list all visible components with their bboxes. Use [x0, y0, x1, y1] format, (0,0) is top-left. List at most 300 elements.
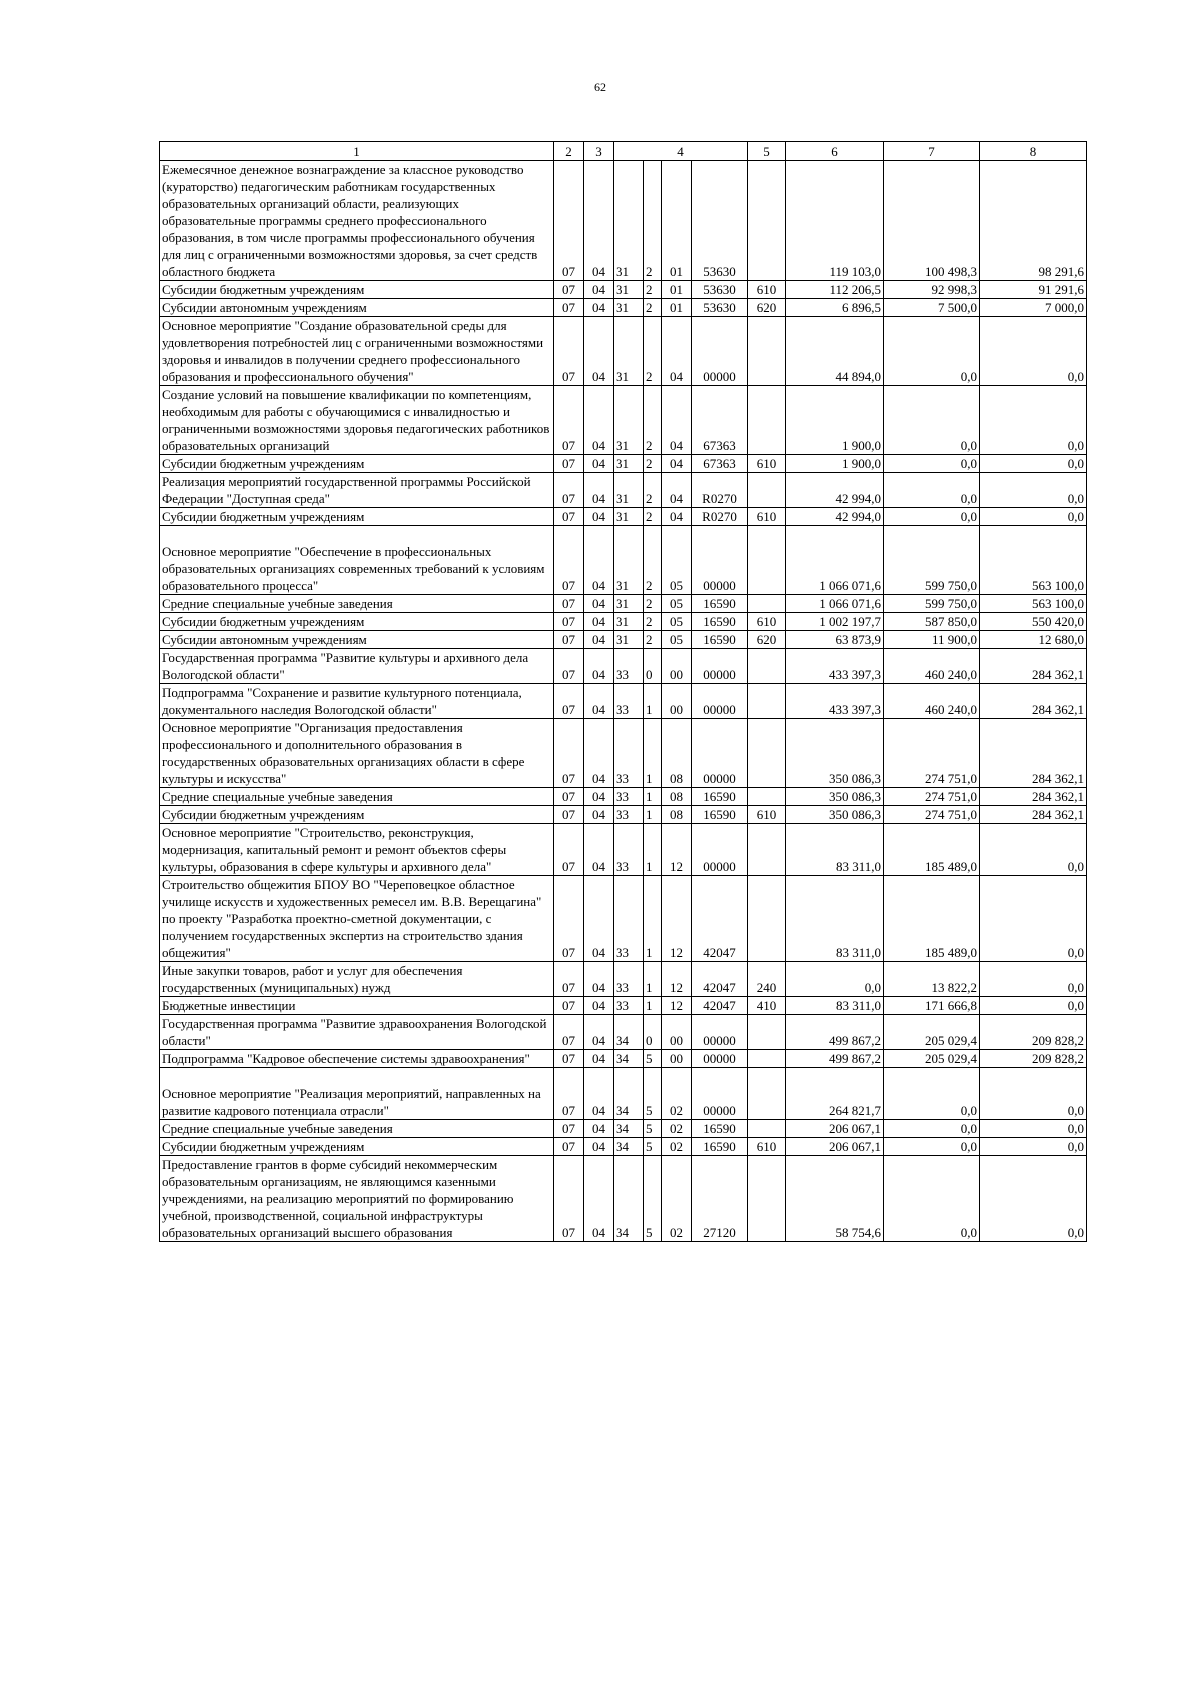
- row-name-cell: Субсидии бюджетным учреждениям: [160, 281, 554, 299]
- expense-type-cell: [748, 1015, 786, 1050]
- subsection-code-cell: 04: [584, 595, 614, 613]
- subprogram-code-cell: 2: [644, 281, 662, 299]
- row-name-cell: Строительство общежития БПОУ ВО "Череповецкое областное училище искусств и художественных ремесел им. В.В. Верещагина" по проекту "Разработка проектно-сметной документации, с получением государственных экспертиз на строительство здания общежития": [160, 876, 554, 962]
- expense-type-cell: [748, 473, 786, 508]
- table-row: [160, 473, 1087, 508]
- amount-col6-cell: 264 821,7: [786, 1068, 884, 1120]
- event-code-cell: 05: [662, 526, 692, 595]
- subsection-code-cell: 04: [584, 508, 614, 526]
- header-cell: 7: [884, 142, 980, 161]
- amount-col7-cell: 11 900,0: [884, 631, 980, 649]
- row-name-cell: Субсидии бюджетным учреждениям: [160, 455, 554, 473]
- section-code-cell: 07: [554, 508, 584, 526]
- header-row: [160, 142, 1087, 161]
- expense-type-cell: 410: [748, 997, 786, 1015]
- amount-col7-cell: 599 750,0: [884, 595, 980, 613]
- amount-col8-cell: 550 420,0: [980, 613, 1087, 631]
- subprogram-code-cell: 1: [644, 719, 662, 788]
- event-code-cell: 08: [662, 788, 692, 806]
- subsection-code-cell: 04: [584, 1138, 614, 1156]
- subsection-code-cell: 04: [584, 455, 614, 473]
- amount-col8-cell: 12 680,0: [980, 631, 1087, 649]
- amount-col8-cell: 0,0: [980, 1156, 1087, 1242]
- program-code-cell: 34: [614, 1138, 644, 1156]
- amount-col6-cell: 6 896,5: [786, 299, 884, 317]
- subsection-code-cell: 04: [584, 281, 614, 299]
- program-code-cell: 31: [614, 631, 644, 649]
- subsection-code-cell: 04: [584, 649, 614, 684]
- subprogram-code-cell: 5: [644, 1156, 662, 1242]
- amount-col7-cell: 205 029,4: [884, 1015, 980, 1050]
- direction-code-cell: 16590: [692, 1120, 748, 1138]
- amount-col6-cell: 433 397,3: [786, 649, 884, 684]
- direction-code-cell: 53630: [692, 299, 748, 317]
- row-name-cell: Средние специальные учебные заведения: [160, 1120, 554, 1138]
- section-code-cell: 07: [554, 719, 584, 788]
- expense-type-cell: [748, 684, 786, 719]
- row-name-cell: Подпрограмма "Кадровое обеспечение системы здравоохранения": [160, 1050, 554, 1068]
- event-code-cell: 02: [662, 1120, 692, 1138]
- amount-col6-cell: 112 206,5: [786, 281, 884, 299]
- program-code-cell: 31: [614, 508, 644, 526]
- table-row: [160, 824, 1087, 876]
- amount-col8-cell: 0,0: [980, 386, 1087, 455]
- expense-type-cell: [748, 1050, 786, 1068]
- table-row: [160, 631, 1087, 649]
- row-name-cell: Субсидии автономным учреждениям: [160, 631, 554, 649]
- event-code-cell: 12: [662, 824, 692, 876]
- row-name-cell: Предоставление грантов в форме субсидий некоммерческим образовательным организациям, не являющимся казенными учреждениями, на реализацию мероприятий по формированию учебной, производственной, социальной инфраструктуры образовательных организаций высшего образования: [160, 1156, 554, 1242]
- direction-code-cell: 27120: [692, 1156, 748, 1242]
- direction-code-cell: R0270: [692, 508, 748, 526]
- amount-col6-cell: 1 002 197,7: [786, 613, 884, 631]
- expense-type-cell: [748, 824, 786, 876]
- program-code-cell: 34: [614, 1015, 644, 1050]
- subprogram-code-cell: 1: [644, 806, 662, 824]
- expense-type-cell: 610: [748, 508, 786, 526]
- row-name-cell: Средние специальные учебные заведения: [160, 788, 554, 806]
- section-code-cell: 07: [554, 788, 584, 806]
- amount-col6-cell: 42 994,0: [786, 508, 884, 526]
- expense-type-cell: [748, 1068, 786, 1120]
- direction-code-cell: 53630: [692, 161, 748, 281]
- direction-code-cell: 67363: [692, 386, 748, 455]
- direction-code-cell: 00000: [692, 1050, 748, 1068]
- subprogram-code-cell: 2: [644, 526, 662, 595]
- section-code-cell: 07: [554, 684, 584, 719]
- event-code-cell: 04: [662, 508, 692, 526]
- amount-col8-cell: 0,0: [980, 1068, 1087, 1120]
- amount-col6-cell: 44 894,0: [786, 317, 884, 386]
- section-code-cell: 07: [554, 1015, 584, 1050]
- amount-col6-cell: 433 397,3: [786, 684, 884, 719]
- event-code-cell: 02: [662, 1156, 692, 1242]
- table-row: [160, 281, 1087, 299]
- expense-type-cell: [748, 719, 786, 788]
- expense-type-cell: [748, 526, 786, 595]
- table-row: [160, 161, 1087, 281]
- header-cell: 6: [786, 142, 884, 161]
- row-name-cell: Реализация мероприятий государственной программы Российской Федерации "Доступная среда": [160, 473, 554, 508]
- amount-col8-cell: 0,0: [980, 997, 1087, 1015]
- subsection-code-cell: 04: [584, 473, 614, 508]
- expense-type-cell: [748, 161, 786, 281]
- subsection-code-cell: 04: [584, 1050, 614, 1068]
- row-name-cell: Основное мероприятие "Обеспечение в профессиональных образовательных организациях современных требований к условиям образовательного процесса": [160, 526, 554, 595]
- expense-type-cell: 240: [748, 962, 786, 997]
- row-name-cell: Основное мероприятие "Реализация мероприятий, направленных на развитие кадрового потенциала отрасли": [160, 1068, 554, 1120]
- amount-col8-cell: 563 100,0: [980, 526, 1087, 595]
- event-code-cell: 08: [662, 719, 692, 788]
- direction-code-cell: 42047: [692, 997, 748, 1015]
- amount-col6-cell: 63 873,9: [786, 631, 884, 649]
- amount-col7-cell: 0,0: [884, 1156, 980, 1242]
- amount-col7-cell: 0,0: [884, 1068, 980, 1120]
- amount-col8-cell: 284 362,1: [980, 649, 1087, 684]
- subprogram-code-cell: 2: [644, 299, 662, 317]
- section-code-cell: 07: [554, 386, 584, 455]
- program-code-cell: 33: [614, 876, 644, 962]
- event-code-cell: 12: [662, 962, 692, 997]
- table-row: [160, 613, 1087, 631]
- amount-col7-cell: 0,0: [884, 473, 980, 508]
- row-name-cell: Бюджетные инвестиции: [160, 997, 554, 1015]
- section-code-cell: 07: [554, 1068, 584, 1120]
- table-row: [160, 876, 1087, 962]
- subsection-code-cell: 04: [584, 161, 614, 281]
- program-code-cell: 34: [614, 1156, 644, 1242]
- section-code-cell: 07: [554, 317, 584, 386]
- direction-code-cell: 42047: [692, 876, 748, 962]
- amount-col8-cell: 209 828,2: [980, 1015, 1087, 1050]
- table-row: [160, 997, 1087, 1015]
- amount-col8-cell: 0,0: [980, 508, 1087, 526]
- amount-col7-cell: 599 750,0: [884, 526, 980, 595]
- section-code-cell: 07: [554, 962, 584, 997]
- event-code-cell: 02: [662, 1068, 692, 1120]
- subsection-code-cell: 04: [584, 386, 614, 455]
- header-cell: 3: [584, 142, 614, 161]
- subsection-code-cell: 04: [584, 684, 614, 719]
- expense-type-cell: 610: [748, 806, 786, 824]
- event-code-cell: 00: [662, 684, 692, 719]
- amount-col7-cell: 100 498,3: [884, 161, 980, 281]
- event-code-cell: 05: [662, 595, 692, 613]
- subprogram-code-cell: 1: [644, 876, 662, 962]
- subprogram-code-cell: 2: [644, 595, 662, 613]
- expense-type-cell: 620: [748, 631, 786, 649]
- direction-code-cell: 67363: [692, 455, 748, 473]
- event-code-cell: 01: [662, 299, 692, 317]
- subprogram-code-cell: 5: [644, 1050, 662, 1068]
- direction-code-cell: 00000: [692, 317, 748, 386]
- subsection-code-cell: 04: [584, 526, 614, 595]
- subprogram-code-cell: 1: [644, 824, 662, 876]
- amount-col8-cell: 91 291,6: [980, 281, 1087, 299]
- table-row: [160, 455, 1087, 473]
- section-code-cell: 07: [554, 1156, 584, 1242]
- program-code-cell: 33: [614, 962, 644, 997]
- section-code-cell: 07: [554, 1138, 584, 1156]
- program-code-cell: 31: [614, 595, 644, 613]
- section-code-cell: 07: [554, 806, 584, 824]
- amount-col7-cell: 274 751,0: [884, 806, 980, 824]
- row-name-cell: Основное мероприятие "Строительство, реконструкция, модернизация, капитальный ремонт и ремонт объектов сферы культуры, образования в сфере культуры и архивного дела": [160, 824, 554, 876]
- amount-col6-cell: 1 066 071,6: [786, 595, 884, 613]
- direction-code-cell: 53630: [692, 281, 748, 299]
- event-code-cell: 01: [662, 161, 692, 281]
- amount-col8-cell: 0,0: [980, 962, 1087, 997]
- direction-code-cell: 00000: [692, 824, 748, 876]
- section-code-cell: 07: [554, 997, 584, 1015]
- subprogram-code-cell: 2: [644, 161, 662, 281]
- program-code-cell: 33: [614, 719, 644, 788]
- subsection-code-cell: 04: [584, 631, 614, 649]
- subsection-code-cell: 04: [584, 806, 614, 824]
- direction-code-cell: 00000: [692, 649, 748, 684]
- program-code-cell: 33: [614, 649, 644, 684]
- header-cell: 1: [160, 142, 554, 161]
- amount-col7-cell: 0,0: [884, 455, 980, 473]
- amount-col6-cell: 58 754,6: [786, 1156, 884, 1242]
- table-row: [160, 526, 1087, 595]
- amount-col7-cell: 274 751,0: [884, 788, 980, 806]
- subsection-code-cell: 04: [584, 1015, 614, 1050]
- subprogram-code-cell: 0: [644, 649, 662, 684]
- event-code-cell: 04: [662, 317, 692, 386]
- amount-col7-cell: 13 822,2: [884, 962, 980, 997]
- subprogram-code-cell: 2: [644, 473, 662, 508]
- subprogram-code-cell: 2: [644, 613, 662, 631]
- section-code-cell: 07: [554, 824, 584, 876]
- subsection-code-cell: 04: [584, 1068, 614, 1120]
- program-code-cell: 31: [614, 526, 644, 595]
- table-row: [160, 1068, 1087, 1120]
- subprogram-code-cell: 0: [644, 1015, 662, 1050]
- event-code-cell: 04: [662, 473, 692, 508]
- subsection-code-cell: 04: [584, 1120, 614, 1138]
- expense-type-cell: [748, 649, 786, 684]
- table-row: [160, 299, 1087, 317]
- amount-col6-cell: 42 994,0: [786, 473, 884, 508]
- row-name-cell: Субсидии бюджетным учреждениям: [160, 806, 554, 824]
- amount-col8-cell: 0,0: [980, 824, 1087, 876]
- amount-col7-cell: 185 489,0: [884, 876, 980, 962]
- subprogram-code-cell: 1: [644, 997, 662, 1015]
- program-code-cell: 31: [614, 161, 644, 281]
- table-row: [160, 1120, 1087, 1138]
- page-number: 62: [594, 80, 606, 94]
- subprogram-code-cell: 2: [644, 317, 662, 386]
- event-code-cell: 12: [662, 876, 692, 962]
- table-body: [160, 161, 1087, 1242]
- amount-col8-cell: 7 000,0: [980, 299, 1087, 317]
- row-name-cell: Государственная программа "Развитие культуры и архивного дела Вологодской области": [160, 649, 554, 684]
- amount-col7-cell: 0,0: [884, 1120, 980, 1138]
- amount-col8-cell: 98 291,6: [980, 161, 1087, 281]
- expense-type-cell: [748, 876, 786, 962]
- amount-col6-cell: 206 067,1: [786, 1138, 884, 1156]
- subprogram-code-cell: 5: [644, 1120, 662, 1138]
- direction-code-cell: 16590: [692, 788, 748, 806]
- program-code-cell: 33: [614, 997, 644, 1015]
- section-code-cell: 07: [554, 613, 584, 631]
- table-row: [160, 684, 1087, 719]
- expense-type-cell: [748, 317, 786, 386]
- subsection-code-cell: 04: [584, 962, 614, 997]
- amount-col6-cell: 83 311,0: [786, 997, 884, 1015]
- row-name-cell: Основное мероприятие "Создание образовательной среды для удовлетворения потребностей лиц с ограниченными возможностями здоровья и инвалидов в получении среднего профессионального образования и профессионального обучения": [160, 317, 554, 386]
- table-row: [160, 1050, 1087, 1068]
- amount-col6-cell: 350 086,3: [786, 806, 884, 824]
- amount-col6-cell: 350 086,3: [786, 788, 884, 806]
- event-code-cell: 04: [662, 455, 692, 473]
- amount-col8-cell: 0,0: [980, 455, 1087, 473]
- subsection-code-cell: 04: [584, 876, 614, 962]
- table-row: [160, 317, 1087, 386]
- table-row: [160, 595, 1087, 613]
- subprogram-code-cell: 2: [644, 455, 662, 473]
- expense-type-cell: [748, 1120, 786, 1138]
- amount-col6-cell: 1 900,0: [786, 386, 884, 455]
- direction-code-cell: 16590: [692, 631, 748, 649]
- subprogram-code-cell: 5: [644, 1138, 662, 1156]
- program-code-cell: 33: [614, 824, 644, 876]
- table-row: [160, 1015, 1087, 1050]
- amount-col8-cell: 284 362,1: [980, 719, 1087, 788]
- amount-col8-cell: 0,0: [980, 473, 1087, 508]
- amount-col7-cell: 0,0: [884, 317, 980, 386]
- table-row: [160, 788, 1087, 806]
- table-row: [160, 1138, 1087, 1156]
- amount-col8-cell: 284 362,1: [980, 684, 1087, 719]
- amount-col7-cell: 171 666,8: [884, 997, 980, 1015]
- amount-col7-cell: 7 500,0: [884, 299, 980, 317]
- amount-col7-cell: 274 751,0: [884, 719, 980, 788]
- section-code-cell: 07: [554, 455, 584, 473]
- subsection-code-cell: 04: [584, 317, 614, 386]
- subprogram-code-cell: 1: [644, 684, 662, 719]
- expense-type-cell: 610: [748, 613, 786, 631]
- event-code-cell: 02: [662, 1138, 692, 1156]
- table-row: [160, 806, 1087, 824]
- section-code-cell: 07: [554, 161, 584, 281]
- subsection-code-cell: 04: [584, 613, 614, 631]
- row-name-cell: Субсидии автономным учреждениям: [160, 299, 554, 317]
- amount-col7-cell: 460 240,0: [884, 684, 980, 719]
- row-name-cell: Средние специальные учебные заведения: [160, 595, 554, 613]
- subprogram-code-cell: 2: [644, 508, 662, 526]
- amount-col8-cell: 563 100,0: [980, 595, 1087, 613]
- event-code-cell: 04: [662, 386, 692, 455]
- row-name-cell: Субсидии бюджетным учреждениям: [160, 1138, 554, 1156]
- row-name-cell: Иные закупки товаров, работ и услуг для обеспечения государственных (муниципальных) нужд: [160, 962, 554, 997]
- row-name-cell: Субсидии бюджетным учреждениям: [160, 508, 554, 526]
- subprogram-code-cell: 5: [644, 1068, 662, 1120]
- budget-table: [159, 141, 1087, 1242]
- section-code-cell: 07: [554, 631, 584, 649]
- event-code-cell: 01: [662, 281, 692, 299]
- amount-col7-cell: 0,0: [884, 1138, 980, 1156]
- table-row: [160, 649, 1087, 684]
- direction-code-cell: 00000: [692, 684, 748, 719]
- section-code-cell: 07: [554, 281, 584, 299]
- section-code-cell: 07: [554, 649, 584, 684]
- section-code-cell: 07: [554, 299, 584, 317]
- amount-col7-cell: 587 850,0: [884, 613, 980, 631]
- amount-col6-cell: 350 086,3: [786, 719, 884, 788]
- subprogram-code-cell: 1: [644, 788, 662, 806]
- amount-col6-cell: 206 067,1: [786, 1120, 884, 1138]
- subsection-code-cell: 04: [584, 788, 614, 806]
- amount-col6-cell: 83 311,0: [786, 824, 884, 876]
- program-code-cell: 33: [614, 806, 644, 824]
- expense-type-cell: [748, 595, 786, 613]
- program-code-cell: 31: [614, 613, 644, 631]
- amount-col6-cell: 0,0: [786, 962, 884, 997]
- subprogram-code-cell: 2: [644, 386, 662, 455]
- event-code-cell: 00: [662, 1015, 692, 1050]
- header-cell: 2: [554, 142, 584, 161]
- program-code-cell: 34: [614, 1050, 644, 1068]
- section-code-cell: 07: [554, 473, 584, 508]
- amount-col6-cell: 1 066 071,6: [786, 526, 884, 595]
- row-name-cell: Ежемесячное денежное вознаграждение за классное руководство (кураторство) педагогическим работникам государственных образовательных организаций области, реализующих образовательные программы среднего профессионального образования, в том числе программы профессионального обучения для лиц с ограниченными возможностями здоровья, за счет средств областного бюджета: [160, 161, 554, 281]
- expense-type-cell: 610: [748, 281, 786, 299]
- program-code-cell: 31: [614, 455, 644, 473]
- section-code-cell: 07: [554, 1050, 584, 1068]
- header-cell: 5: [748, 142, 786, 161]
- subsection-code-cell: 04: [584, 1156, 614, 1242]
- table-row: [160, 962, 1087, 997]
- event-code-cell: 00: [662, 649, 692, 684]
- amount-col8-cell: 0,0: [980, 876, 1087, 962]
- table-row: [160, 386, 1087, 455]
- event-code-cell: 05: [662, 631, 692, 649]
- direction-code-cell: 16590: [692, 1138, 748, 1156]
- expense-type-cell: 610: [748, 455, 786, 473]
- direction-code-cell: 16590: [692, 613, 748, 631]
- amount-col6-cell: 1 900,0: [786, 455, 884, 473]
- amount-col8-cell: 284 362,1: [980, 806, 1087, 824]
- row-name-cell: Подпрограмма "Сохранение и развитие культурного потенциала, документального наследия Вологодской области": [160, 684, 554, 719]
- amount-col7-cell: 0,0: [884, 386, 980, 455]
- event-code-cell: 00: [662, 1050, 692, 1068]
- event-code-cell: 05: [662, 613, 692, 631]
- amount-col7-cell: 0,0: [884, 508, 980, 526]
- section-code-cell: 07: [554, 526, 584, 595]
- direction-code-cell: 42047: [692, 962, 748, 997]
- expense-type-cell: [748, 788, 786, 806]
- amount-col6-cell: 119 103,0: [786, 161, 884, 281]
- amount-col6-cell: 83 311,0: [786, 876, 884, 962]
- amount-col8-cell: 0,0: [980, 1138, 1087, 1156]
- amount-col8-cell: 0,0: [980, 1120, 1087, 1138]
- amount-col8-cell: 209 828,2: [980, 1050, 1087, 1068]
- expense-type-cell: 620: [748, 299, 786, 317]
- table-row: [160, 1156, 1087, 1242]
- program-code-cell: 31: [614, 473, 644, 508]
- section-code-cell: 07: [554, 595, 584, 613]
- amount-col8-cell: 284 362,1: [980, 788, 1087, 806]
- event-code-cell: 08: [662, 806, 692, 824]
- header-cell: 4: [614, 142, 748, 161]
- subsection-code-cell: 04: [584, 719, 614, 788]
- expense-type-cell: [748, 386, 786, 455]
- row-name-cell: Основное мероприятие "Организация предоставления профессионального и дополнительного образования в государственных образовательных организациях области в сфере культуры и искусства": [160, 719, 554, 788]
- event-code-cell: 12: [662, 997, 692, 1015]
- direction-code-cell: 00000: [692, 719, 748, 788]
